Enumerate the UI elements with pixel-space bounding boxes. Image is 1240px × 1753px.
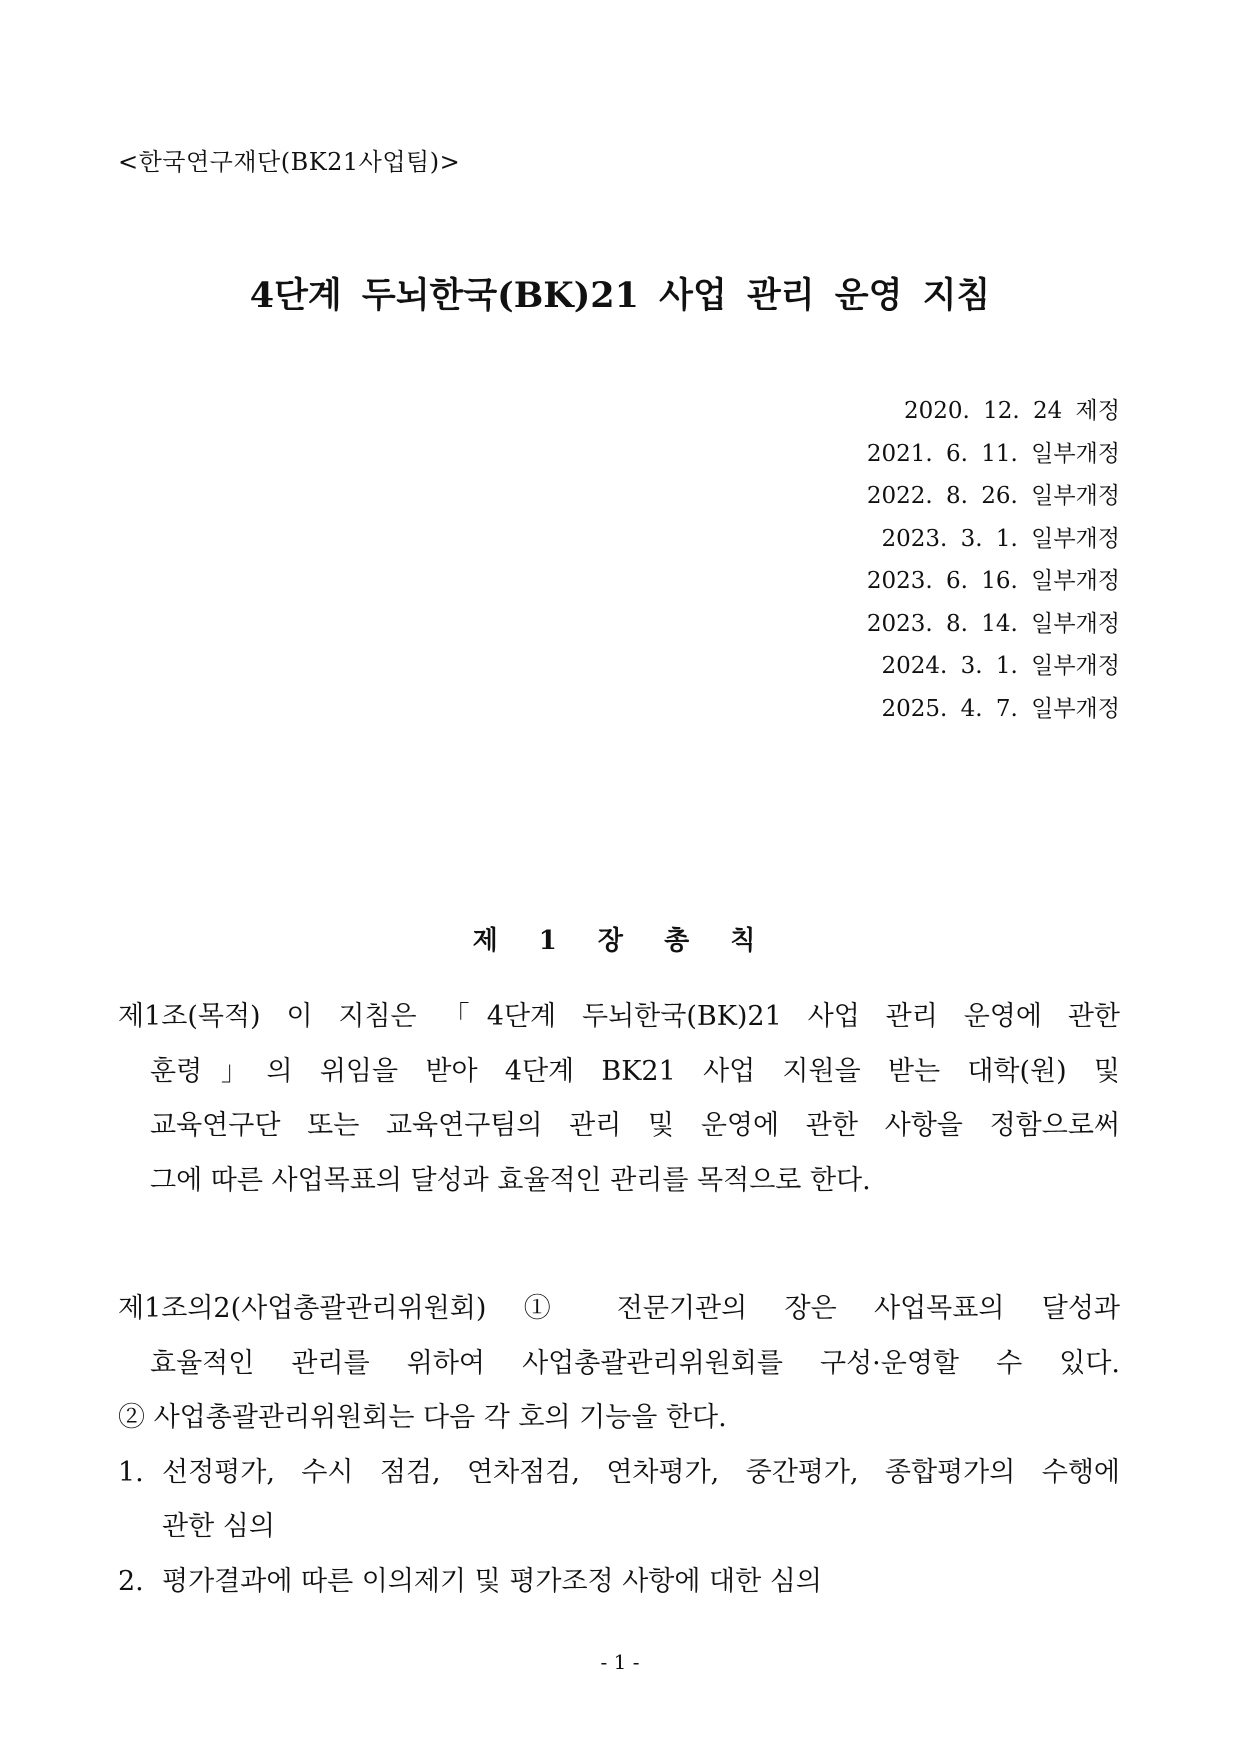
article-line: 제1조의2(사업총괄관리위원회) ① 전문기관의 장은 사업목표의 달성과 xyxy=(118,1293,1120,1324)
list-item-number: 1. xyxy=(118,1456,144,1488)
list-item xyxy=(118,1446,1120,1501)
paragraph-2: ② 사업총괄관리위원회는 다음 각 호의 기능을 한다. xyxy=(118,1402,727,1434)
chapter-heading: 제 1 장 총 칙 xyxy=(472,926,768,956)
page-number: - 1 - xyxy=(600,1650,640,1674)
article-line: 제1조(목적) 이 지침은 「4단계 두뇌한국(BK)21 사업 관리 운영에 관한 xyxy=(118,1001,1120,1032)
article-line: 그에 따른 사업목표의 달성과 효율적인 관리를 목적으로 한다. xyxy=(150,1164,871,1196)
revision-entry: 2023. 6. 16. 일부개정 xyxy=(866,568,1120,594)
article-1-2-committee xyxy=(118,1282,1120,1610)
list-item-text: 선정평가, 수시 점검, 연차점검, 연차평가, 중간평가, 종합평가의 수행에 xyxy=(162,1456,1120,1488)
article-line: 훈령」의 위임을 받아 4단계 BK21 사업 지원을 받는 대학(원) 및 xyxy=(150,1055,1120,1087)
revision-history xyxy=(867,390,1120,730)
revision-entry: 2024. 3. 1. 일부개정 xyxy=(881,653,1120,679)
list-item-text: 평가결과에 따른 이의제기 및 평가조정 사항에 대한 심의 xyxy=(162,1565,822,1597)
document-title: 4단계 두뇌한국(BK)21 사업 관리 운영 지침 xyxy=(249,275,991,316)
revision-entry: 2020. 12. 24 제정 xyxy=(903,398,1120,424)
list-item-continuation xyxy=(118,1500,1120,1555)
organization-header: <한국연구재단(BK21사업팀)> xyxy=(118,148,461,176)
article-1-purpose xyxy=(118,990,1120,1208)
revision-entry: 2021. 6. 11. 일부개정 xyxy=(866,440,1120,467)
list-item-number: 2. xyxy=(118,1565,144,1597)
list-item-text: 관한 심의 xyxy=(162,1511,275,1543)
list-item xyxy=(118,1555,1120,1610)
article-line: 효율적인 관리를 위하여 사업총괄관리위원회를 구성·운영할 수 있다. xyxy=(150,1347,1120,1379)
revision-entry: 2022. 8. 26. 일부개정 xyxy=(866,483,1120,509)
article-line: 교육연구단 또는 교육연구팀의 관리 및 운영에 관한 사항을 정함으로써 xyxy=(150,1110,1120,1142)
revision-entry: 2023. 8. 14. 일부개정 xyxy=(866,610,1120,637)
revision-entry: 2023. 3. 1. 일부개정 xyxy=(881,525,1120,552)
revision-entry: 2025. 4. 7. 일부개정 xyxy=(881,695,1120,722)
